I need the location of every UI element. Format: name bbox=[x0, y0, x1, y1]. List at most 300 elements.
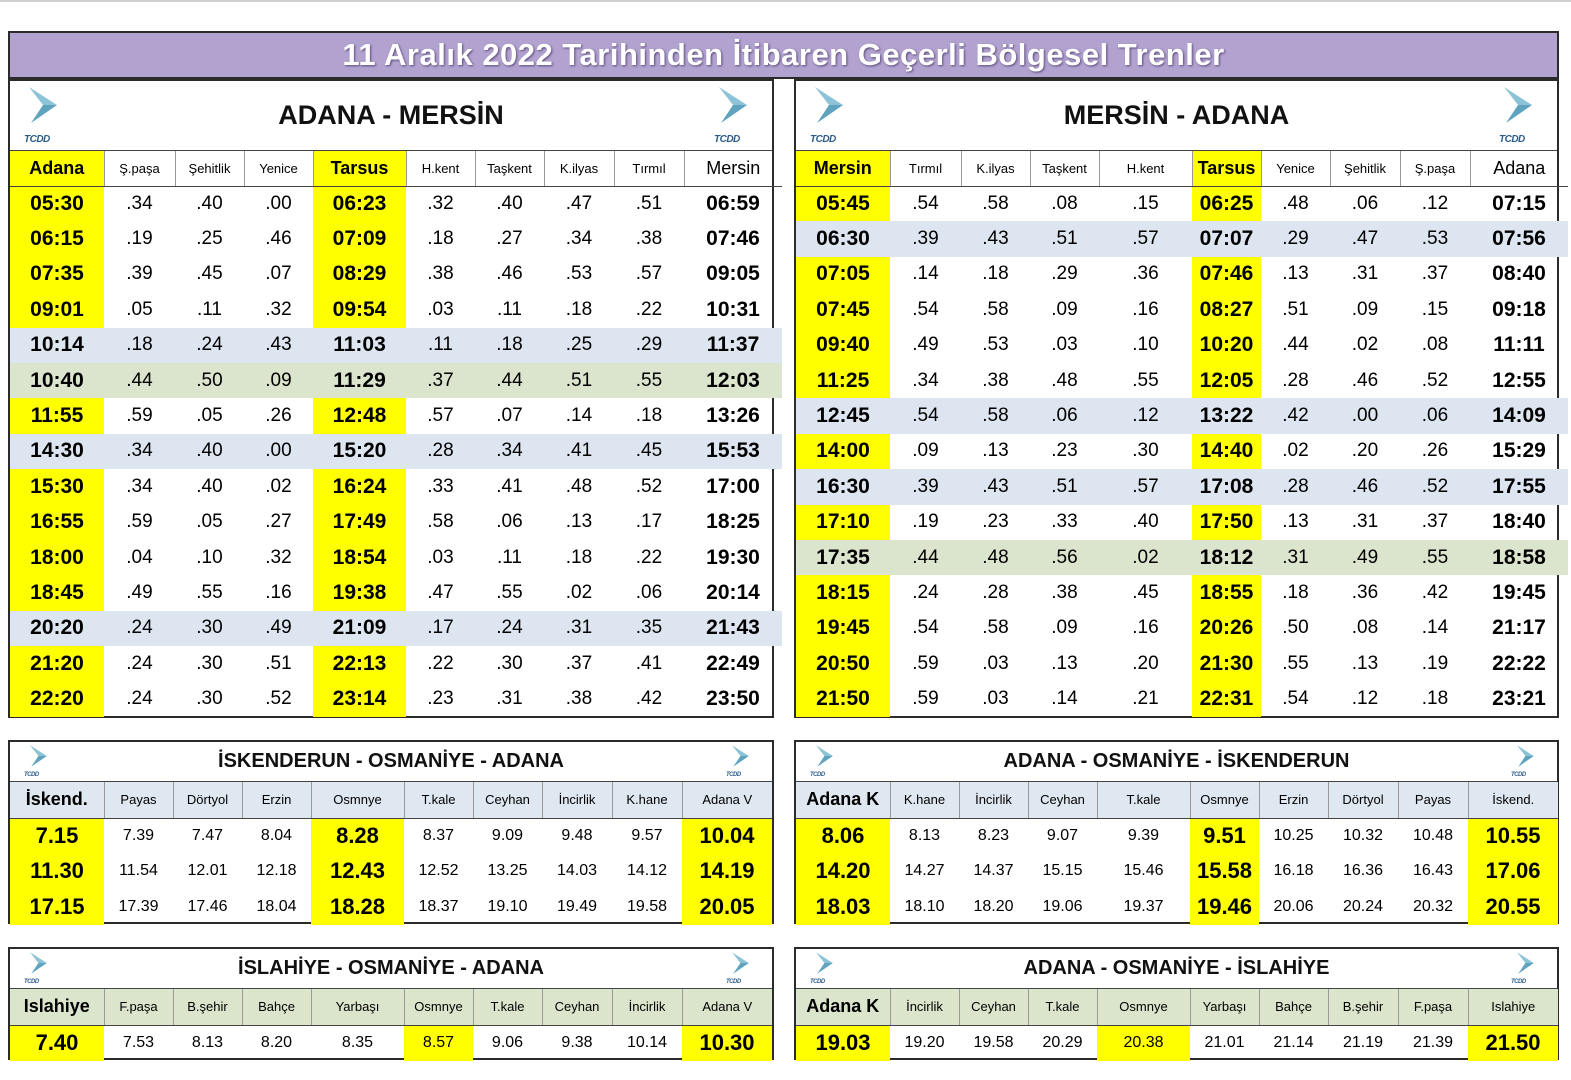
table-cell: 9.38 bbox=[561, 1034, 593, 1051]
column-header: Osmnye bbox=[311, 782, 404, 818]
table-cell: 14:40 bbox=[1192, 434, 1261, 469]
table-cell: 7.53 bbox=[122, 1034, 155, 1051]
table-cell: .03 bbox=[427, 546, 454, 568]
table-cell: .16 bbox=[1132, 617, 1159, 639]
table-cell: 7.39 bbox=[122, 827, 155, 844]
table-cell: .06 bbox=[1030, 398, 1099, 433]
column-header: Şehitlik bbox=[1330, 151, 1400, 186]
table-cell: .05 bbox=[196, 405, 223, 427]
table-cell: 10:40 bbox=[10, 363, 104, 398]
table-cell: 06:23 bbox=[313, 186, 406, 221]
table-cell: .40 bbox=[1132, 511, 1159, 533]
table-row bbox=[796, 434, 1568, 469]
table-cell: 07:46 bbox=[1192, 257, 1261, 292]
table-cell: .23 bbox=[1051, 440, 1078, 462]
table-cell: .05 bbox=[196, 511, 223, 533]
table-cell: .16 bbox=[265, 581, 292, 603]
column-header: Taşkent bbox=[475, 151, 544, 186]
page-title: 11 Aralık 2022 Tarihinden İtibaren Geçerli Bölgesel Trenler bbox=[8, 31, 1559, 79]
table-cell: 8.28 bbox=[311, 818, 404, 854]
table-cell: 9.07 bbox=[1046, 827, 1079, 844]
table-cell: .09 bbox=[1051, 298, 1078, 320]
panel-header bbox=[796, 949, 1557, 989]
table-cell: .32 bbox=[265, 298, 292, 320]
table-cell: 20.06 bbox=[1273, 897, 1314, 915]
table-cell: .51 bbox=[1030, 221, 1099, 256]
table-cell: 12:48 bbox=[313, 398, 406, 433]
table-cell: .22 bbox=[635, 546, 663, 568]
column-header: Yenice bbox=[244, 151, 313, 186]
table-cell: .55 bbox=[1400, 540, 1470, 575]
table-cell: .38 bbox=[1051, 581, 1078, 603]
table-row bbox=[796, 540, 1568, 575]
table-cell: .46 bbox=[265, 228, 292, 250]
table-cell: .43 bbox=[961, 469, 1030, 504]
table-row bbox=[10, 292, 782, 327]
column-header: T.kale bbox=[404, 782, 473, 818]
column-header: Yarbaşı bbox=[1190, 989, 1259, 1025]
table-row bbox=[796, 575, 1568, 610]
panel-title: ADANA - OSMANİYE - İSKENDERUN bbox=[1003, 750, 1350, 772]
table-cell: 05:45 bbox=[796, 186, 890, 221]
table-cell: .12 bbox=[1421, 192, 1449, 214]
table-cell: 18.10 bbox=[904, 897, 945, 915]
table-cell: 06:59 bbox=[706, 191, 760, 215]
logo-text: TCDD bbox=[1511, 772, 1526, 778]
table-cell: 13:26 bbox=[706, 404, 760, 428]
column-header: Dörtyol bbox=[1328, 782, 1398, 818]
table-cell: .38 bbox=[565, 688, 593, 710]
timetable bbox=[10, 782, 772, 925]
table-cell: .08 bbox=[1421, 334, 1449, 356]
timetable bbox=[796, 151, 1568, 717]
column-header: Bahçe bbox=[242, 989, 311, 1025]
column-header: Erzin bbox=[1259, 782, 1328, 818]
table-cell: 17.39 bbox=[118, 897, 159, 915]
table-cell: .30 bbox=[196, 688, 223, 710]
table-cell: 07:46 bbox=[706, 227, 760, 251]
table-cell: .03 bbox=[982, 652, 1009, 674]
table-cell: 19.58 bbox=[626, 897, 668, 915]
column-header: Tırmıl bbox=[614, 151, 684, 186]
table-cell: .31 bbox=[544, 611, 614, 646]
panel-title: ADANA - MERSİN bbox=[278, 100, 504, 130]
table-cell: 16:30 bbox=[796, 469, 890, 504]
table-cell: .38 bbox=[427, 263, 454, 285]
column-header: Tarsus bbox=[313, 151, 406, 186]
table-cell: .13 bbox=[1351, 652, 1379, 674]
iskenderun-adana-panel bbox=[8, 740, 774, 924]
column-header: T.kale bbox=[1028, 989, 1097, 1025]
table-cell: .06 bbox=[1400, 398, 1470, 433]
table-cell: 07:07 bbox=[1192, 221, 1261, 256]
tcdd-arrow-icon bbox=[1502, 85, 1536, 125]
table-cell: 10:14 bbox=[10, 328, 104, 363]
table-cell: .58 bbox=[961, 398, 1030, 433]
table-cell: 18.37 bbox=[418, 897, 459, 915]
tcdd-logo bbox=[726, 951, 756, 987]
column-header: Ceyhan bbox=[959, 989, 1028, 1025]
column-header: B.şehir bbox=[1328, 989, 1398, 1025]
table-cell: 12.18 bbox=[256, 862, 297, 880]
tcdd-logo bbox=[714, 85, 758, 147]
table-cell: .18 bbox=[104, 328, 175, 363]
table-cell: 07:09 bbox=[313, 221, 406, 256]
top-rule bbox=[0, 0, 1571, 2]
table-cell: 8.35 bbox=[341, 1034, 374, 1051]
table-cell: .53 bbox=[565, 263, 593, 285]
table-row bbox=[796, 505, 1568, 540]
table-cell: .11 bbox=[406, 328, 475, 363]
table-cell: .02 bbox=[565, 581, 593, 603]
table-cell: .38 bbox=[982, 369, 1009, 391]
table-cell: 16.18 bbox=[1273, 862, 1314, 880]
table-row bbox=[796, 221, 1568, 256]
column-header: K.ilyas bbox=[961, 151, 1030, 186]
table-cell: .08 bbox=[1351, 617, 1379, 639]
column-header: Ceyhan bbox=[542, 989, 612, 1025]
column-header: F.paşa bbox=[104, 989, 173, 1025]
table-cell: .34 bbox=[104, 434, 175, 469]
table-cell: .55 bbox=[496, 581, 523, 603]
table-cell: .13 bbox=[1051, 652, 1078, 674]
column-header: Ceyhan bbox=[1028, 782, 1097, 818]
table-cell: 17.46 bbox=[187, 897, 228, 915]
table-cell: 11:29 bbox=[313, 363, 406, 398]
table-cell: 07:05 bbox=[796, 257, 890, 292]
table-cell: .06 bbox=[1351, 192, 1379, 214]
table-cell: 8.04 bbox=[260, 827, 293, 844]
table-cell: 11:03 bbox=[313, 328, 406, 363]
table-row bbox=[796, 257, 1568, 292]
table-cell: .40 bbox=[196, 475, 223, 497]
table-cell: 19:45 bbox=[1492, 580, 1546, 604]
table-cell: .10 bbox=[196, 546, 223, 568]
table-cell: .37 bbox=[565, 652, 593, 674]
panel-header bbox=[10, 81, 772, 151]
table-cell: .49 bbox=[1330, 540, 1400, 575]
table-cell: .40 bbox=[196, 192, 223, 214]
table-row bbox=[10, 646, 782, 681]
table-cell: .25 bbox=[544, 328, 614, 363]
table-row bbox=[796, 681, 1568, 716]
header-row bbox=[10, 151, 782, 186]
table-cell: 9.09 bbox=[491, 827, 524, 844]
table-cell: 10.25 bbox=[1273, 827, 1314, 844]
table-cell: 10:31 bbox=[706, 297, 760, 321]
table-cell: 21:09 bbox=[313, 611, 406, 646]
table-cell: .14 bbox=[1051, 688, 1078, 710]
column-header: Adana bbox=[10, 151, 104, 186]
timetable bbox=[796, 989, 1558, 1061]
table-cell: 06:15 bbox=[10, 221, 104, 256]
table-cell: .42 bbox=[1421, 581, 1449, 603]
table-row bbox=[10, 505, 782, 540]
table-cell: 18:25 bbox=[706, 510, 760, 534]
table-cell: .56 bbox=[1030, 540, 1099, 575]
header-row bbox=[796, 782, 1558, 818]
table-cell: .45 bbox=[196, 263, 223, 285]
table-row bbox=[10, 469, 782, 504]
column-header: Bahçe bbox=[1259, 989, 1328, 1025]
table-cell: .45 bbox=[1132, 581, 1159, 603]
table-cell: .02 bbox=[265, 475, 292, 497]
table-cell: .13 bbox=[565, 511, 593, 533]
table-cell: .44 bbox=[475, 363, 544, 398]
table-cell: 14.20 bbox=[796, 854, 890, 890]
table-cell: .48 bbox=[565, 475, 593, 497]
table-cell: .41 bbox=[635, 652, 663, 674]
table-cell: 21:50 bbox=[796, 681, 890, 716]
table-row bbox=[10, 575, 782, 610]
table-cell: .11 bbox=[496, 546, 522, 568]
table-row bbox=[10, 434, 782, 469]
table-cell: 14:00 bbox=[796, 434, 890, 469]
table-cell: 17.06 bbox=[1468, 854, 1558, 890]
table-cell: 21:20 bbox=[10, 646, 104, 681]
table-row bbox=[796, 328, 1568, 363]
table-cell: .47 bbox=[565, 192, 593, 214]
table-cell: .42 bbox=[1261, 398, 1330, 433]
table-cell: .17 bbox=[406, 611, 475, 646]
table-cell: .53 bbox=[1400, 221, 1470, 256]
table-cell: .40 bbox=[175, 434, 244, 469]
column-header: H.kent bbox=[1099, 151, 1192, 186]
table-cell: 14.27 bbox=[904, 862, 945, 880]
panel-title: MERSİN - ADANA bbox=[1063, 100, 1290, 130]
table-cell: 18:58 bbox=[1470, 540, 1568, 575]
table-cell: .52 bbox=[1400, 469, 1470, 504]
table-cell: .26 bbox=[265, 405, 292, 427]
table-cell: 22:22 bbox=[1492, 651, 1546, 675]
adana-islahiye-panel bbox=[794, 947, 1559, 1060]
table-cell: 17:49 bbox=[313, 505, 406, 540]
table-cell: .18 bbox=[427, 228, 454, 250]
panel-header bbox=[796, 742, 1557, 782]
column-header: K.hane bbox=[612, 782, 682, 818]
table-cell: .09 bbox=[912, 440, 939, 462]
table-cell: .18 bbox=[475, 328, 544, 363]
table-cell: .29 bbox=[1051, 263, 1078, 285]
table-cell: .18 bbox=[635, 405, 663, 427]
table-cell: .48 bbox=[961, 540, 1030, 575]
table-cell: 19.03 bbox=[796, 1025, 890, 1061]
table-cell: 08:29 bbox=[313, 257, 406, 292]
table-cell: 16.43 bbox=[1412, 862, 1454, 880]
table-cell: 18:15 bbox=[796, 575, 890, 610]
table-cell: .02 bbox=[1099, 540, 1192, 575]
table-cell: .54 bbox=[912, 617, 939, 639]
table-cell: 11:37 bbox=[684, 328, 782, 363]
table-cell: .28 bbox=[1261, 469, 1330, 504]
table-cell: .11 bbox=[196, 298, 222, 320]
table-cell: 15:20 bbox=[313, 434, 406, 469]
table-cell: .23 bbox=[982, 511, 1009, 533]
table-cell: .00 bbox=[244, 434, 313, 469]
column-header: Islahiye bbox=[1468, 989, 1558, 1025]
table-cell: 21.14 bbox=[1273, 1034, 1314, 1051]
table-cell: .50 bbox=[1282, 617, 1309, 639]
table-cell: 15:53 bbox=[684, 434, 782, 469]
table-cell: 17:00 bbox=[706, 474, 760, 498]
table-cell: 9.51 bbox=[1190, 818, 1259, 854]
table-cell: 15:29 bbox=[1492, 439, 1546, 463]
table-cell: .59 bbox=[912, 688, 939, 710]
table-cell: .03 bbox=[982, 688, 1009, 710]
table-cell: 22:49 bbox=[706, 651, 760, 675]
table-cell: 12.01 bbox=[187, 862, 228, 880]
table-cell: .15 bbox=[1132, 192, 1159, 214]
table-cell: .39 bbox=[126, 263, 153, 285]
logo-text: TCDD bbox=[1499, 134, 1525, 145]
table-cell: 13.25 bbox=[487, 862, 528, 880]
column-header: İskend. bbox=[1468, 782, 1558, 818]
table-cell: 21.50 bbox=[1468, 1025, 1558, 1061]
column-header: Ş.paşa bbox=[104, 151, 175, 186]
table-cell: .25 bbox=[196, 228, 223, 250]
column-header: Adana bbox=[1470, 151, 1568, 186]
table-cell: 15:30 bbox=[10, 469, 104, 504]
table-cell: 22:20 bbox=[10, 681, 104, 716]
table-cell: 22:13 bbox=[313, 646, 406, 681]
table-cell: .46 bbox=[1330, 469, 1400, 504]
table-cell: .33 bbox=[1051, 511, 1078, 533]
column-header: Osmnye bbox=[404, 989, 473, 1025]
table-cell: .11 bbox=[496, 298, 522, 320]
table-cell: .24 bbox=[912, 581, 939, 603]
table-cell: 15.58 bbox=[1190, 854, 1259, 890]
table-cell: 9.39 bbox=[1127, 827, 1160, 844]
table-cell: 11:11 bbox=[1493, 333, 1545, 357]
table-cell: 14.37 bbox=[973, 862, 1014, 880]
table-cell: .18 bbox=[565, 298, 593, 320]
table-cell: 10.30 bbox=[682, 1025, 772, 1061]
table-cell: .50 bbox=[175, 363, 244, 398]
table-cell: 20:26 bbox=[1192, 611, 1261, 646]
logo-text: TCDD bbox=[24, 134, 50, 145]
panel-title: İSLAHİYE - OSMANİYE - ADANA bbox=[238, 957, 544, 979]
table-cell: 12:03 bbox=[684, 363, 782, 398]
column-header: İncirlik bbox=[890, 989, 959, 1025]
column-header: F.paşa bbox=[1398, 989, 1468, 1025]
timetable bbox=[10, 989, 772, 1061]
tcdd-logo bbox=[1511, 744, 1541, 780]
table-cell: .06 bbox=[635, 581, 663, 603]
table-cell: .58 bbox=[982, 617, 1009, 639]
column-header: B.şehir bbox=[173, 989, 242, 1025]
table-row bbox=[10, 818, 772, 854]
column-header: Erzin bbox=[242, 782, 311, 818]
table-cell: .35 bbox=[614, 611, 684, 646]
table-cell: 17:50 bbox=[1192, 505, 1261, 540]
table-cell: .49 bbox=[126, 581, 153, 603]
table-cell: 18:40 bbox=[1492, 510, 1546, 534]
table-cell: .34 bbox=[565, 228, 593, 250]
table-cell: .33 bbox=[427, 475, 454, 497]
header-row bbox=[10, 989, 772, 1025]
panel-header bbox=[10, 949, 772, 989]
table-row bbox=[796, 646, 1568, 681]
table-cell: 16:24 bbox=[313, 469, 406, 504]
table-cell: 18:00 bbox=[10, 540, 104, 575]
table-cell: .59 bbox=[912, 652, 939, 674]
table-cell: 21:17 bbox=[1492, 616, 1546, 640]
table-cell: .06 bbox=[496, 511, 523, 533]
tcdd-arrow-icon bbox=[717, 85, 751, 125]
table-row bbox=[10, 363, 782, 398]
table-cell: 14.19 bbox=[682, 854, 772, 890]
table-cell: .52 bbox=[635, 475, 663, 497]
table-cell: 19.37 bbox=[1123, 897, 1164, 915]
table-cell: .07 bbox=[265, 263, 292, 285]
column-header: İncirlik bbox=[959, 782, 1028, 818]
column-header: H.kent bbox=[406, 151, 475, 186]
tcdd-arrow-icon bbox=[729, 744, 753, 768]
table-cell: .37 bbox=[1421, 511, 1449, 533]
table-cell: 06:25 bbox=[1192, 186, 1261, 221]
table-cell: .59 bbox=[126, 511, 153, 533]
table-row bbox=[796, 854, 1558, 890]
table-cell: 13:22 bbox=[1192, 398, 1261, 433]
logo-text: TCDD bbox=[726, 979, 741, 985]
table-cell: .54 bbox=[912, 192, 939, 214]
table-cell: .22 bbox=[427, 652, 454, 674]
table-cell: 18:54 bbox=[313, 540, 406, 575]
table-row bbox=[10, 221, 782, 256]
table-cell: .59 bbox=[126, 405, 153, 427]
table-cell: 09:54 bbox=[313, 292, 406, 327]
table-cell: .29 bbox=[1261, 221, 1330, 256]
table-cell: 9.48 bbox=[561, 827, 593, 844]
table-cell: 18.28 bbox=[311, 889, 404, 925]
table-cell: .55 bbox=[196, 581, 223, 603]
table-cell: 20:14 bbox=[706, 580, 760, 604]
table-cell: .13 bbox=[1282, 511, 1309, 533]
table-cell: .44 bbox=[890, 540, 961, 575]
islahiye-adana-panel bbox=[8, 947, 774, 1060]
table-cell: 09:40 bbox=[796, 328, 890, 363]
table-cell: .26 bbox=[1421, 440, 1449, 462]
column-header: Ceyhan bbox=[473, 782, 542, 818]
table-cell: 20.05 bbox=[682, 889, 772, 925]
tcdd-logo bbox=[726, 744, 756, 780]
table-cell: 16:55 bbox=[10, 505, 104, 540]
table-row bbox=[10, 328, 782, 363]
table-cell: .09 bbox=[1051, 617, 1078, 639]
table-row bbox=[10, 889, 772, 925]
table-cell: .57 bbox=[1099, 221, 1192, 256]
table-cell: 9.06 bbox=[491, 1034, 524, 1051]
table-cell: .03 bbox=[1051, 334, 1078, 356]
table-cell: 07:35 bbox=[10, 257, 104, 292]
table-cell: .00 bbox=[265, 192, 292, 214]
table-cell: .45 bbox=[614, 434, 684, 469]
column-header: Osmnye bbox=[1190, 782, 1259, 818]
table-cell: .51 bbox=[1030, 469, 1099, 504]
table-cell: 15.15 bbox=[1042, 862, 1083, 880]
panel-title: ADANA - OSMANİYE - İSLAHİYE bbox=[1023, 957, 1330, 979]
column-header: Mersin bbox=[796, 151, 890, 186]
table-cell: .31 bbox=[1261, 540, 1330, 575]
table-cell: 19.10 bbox=[487, 897, 528, 915]
column-header: Payas bbox=[1398, 782, 1468, 818]
table-cell: .57 bbox=[635, 263, 663, 285]
table-cell: .19 bbox=[912, 511, 939, 533]
table-cell: .48 bbox=[1051, 369, 1078, 391]
table-cell: .41 bbox=[496, 475, 523, 497]
table-cell: .34 bbox=[126, 475, 153, 497]
table-cell: .02 bbox=[1282, 440, 1309, 462]
